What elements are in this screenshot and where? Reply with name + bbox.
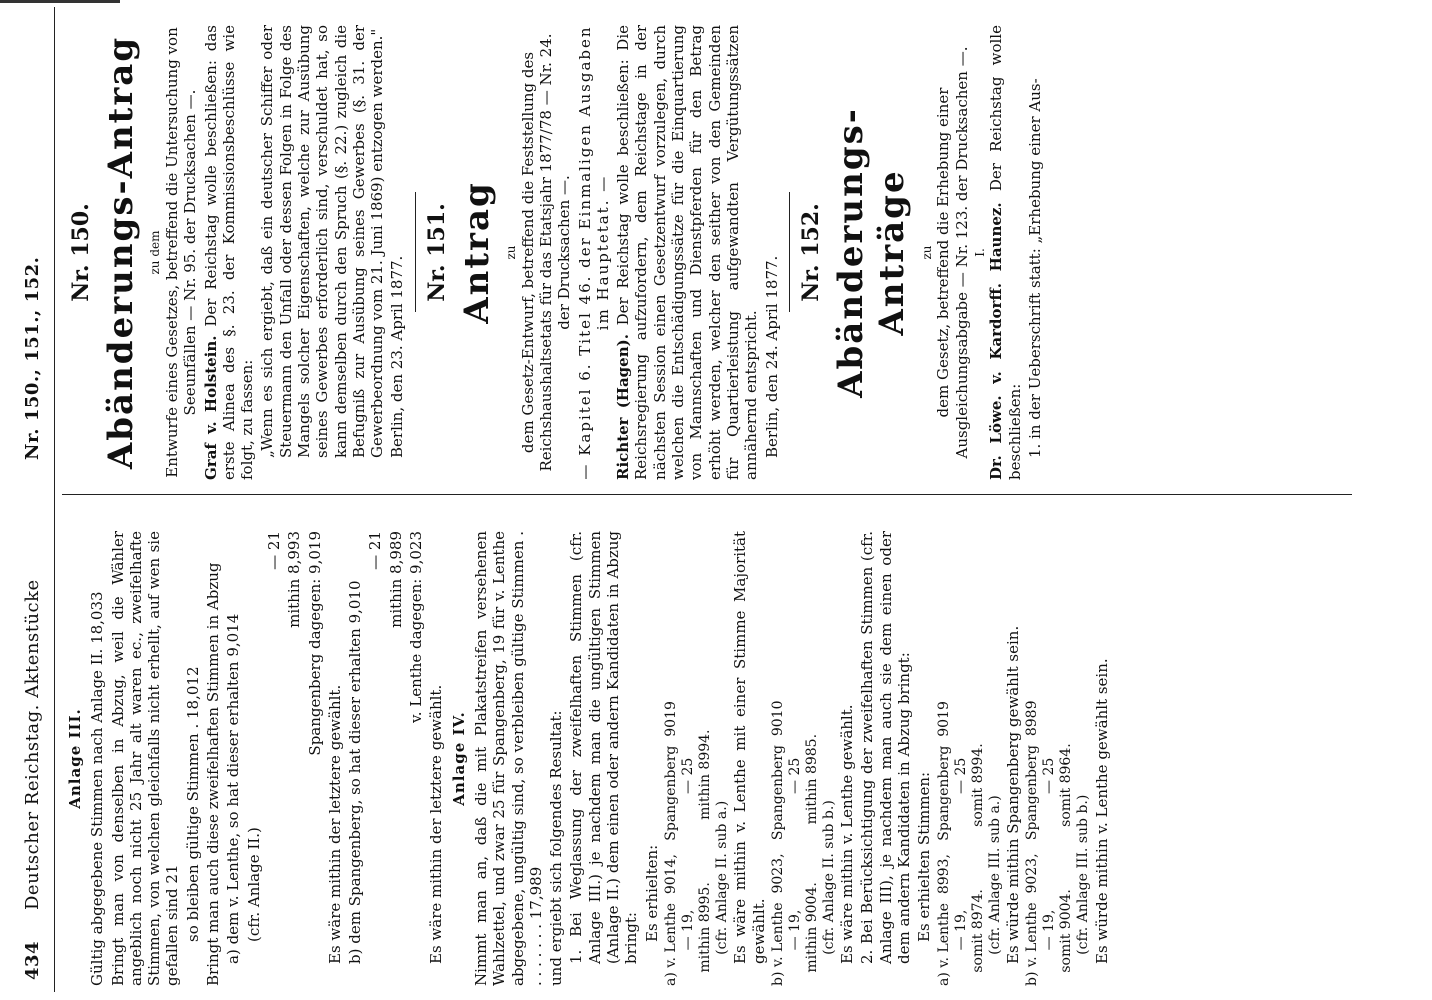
result: v. Lenthe dagegen: 9,023 <box>407 531 426 723</box>
anlage-3-title: Anlage III. <box>66 708 84 809</box>
text-line: Es erhielten Stimmen: <box>915 771 934 942</box>
conclusion: Es wäre mithin v. Lenthe gewählt. <box>838 704 857 964</box>
title-150: Abänderungs-Antrag <box>100 35 141 470</box>
conclusion: Es würde mithin Spangenberg gewählt sein. <box>1003 625 1022 964</box>
text-line: so bleiben gültige Stimmen . 18,012 <box>183 666 202 942</box>
text-line: zu <box>919 245 934 260</box>
subject-151: dem Gesetz-Entwurf, betreffend die Feststellung des Reichshaushaltsetats für das Etatsjahr 1877/78 — Nr. 24. der Drucksachen —. <box>518 33 574 472</box>
paragraph: 2. Bei Berücksichtigung der zweifelhaften Stimmen (cfr. Anlage III), je nachdem man auch sie dem einen oder dem andern Kandidaten in Abzug bringt: <box>858 531 914 964</box>
result: mithin 8,993 <box>285 531 304 628</box>
case-b-heading: b) dem Spangenberg, so hat dieser erhalten 9,010 <box>346 580 365 964</box>
title-152: Abänderungs-Anträge <box>830 107 913 398</box>
kapitel-151: — Kapitel 6. Titel 46. der Einmaligen Ausgaben im Hauptetat. — <box>575 25 612 480</box>
mover-151: Richter (Hagen). <box>614 334 633 480</box>
paragraph: 1. Bei Weglassung der zweifelhaften Stimmen (cfr. Anlage III.) je nachdem man die ungültigen Stimmen (Anlage II.) dem einen oder andern Kandidaten in Abzug bringt: <box>567 531 641 964</box>
subject-152: dem Gesetz, betreffend die Erhebung einer Ausgleichungsabgabe — Nr. 123. der Drucksachen —. <box>934 46 971 459</box>
calculation-block: a) v. Lenthe 9014, Spangenberg 9019 — 19, — 25 mithin 8995. mithin 8994. (cfr. Anlage II. sub a.) <box>662 701 731 986</box>
anlage-4-title: Anlage IV. <box>449 711 468 806</box>
page-number: 434 <box>22 940 43 980</box>
subtraction: — 21 <box>366 531 385 570</box>
digitization-stamp <box>1408 8 1430 568</box>
left-column <box>62 531 1113 986</box>
nr-151-heading: Nr. 151. <box>423 203 450 302</box>
date-151: Berlin, den 24. April 1877. <box>762 255 781 458</box>
calculation-block: b) v. Lenthe 9023, Spangenberg 9010 — 19, — 25 mithin 9004. mithin 8985. (cfr. Anlage II. sub b.) <box>769 700 838 986</box>
paragraph: Nimmt man an, daß die mit Plakatstreifen versehenen Wahlzettel, und zwar 25 für Spangenberg, 19 für v. Lenthe abgegebene, ungültig sind, so verbleiben gültige Stimmen . . . . . . . . 17,989 <box>471 531 545 986</box>
text-line: Bringt man von denselben in Abzug, weil die Wähler angeblich noch nicht 25 Jahr alt waren ec., zweifelhafte Stimmen, von welchen gleichfalls nicht erhellt, auf wen sie gefallen sind 21 <box>108 531 182 986</box>
calculation-block: a) v. Lenthe 8993, Spangenberg 9019 — 19, — 25 somit 8974. somit 8994. (cfr. Anlage III. sub a.) <box>935 701 1003 986</box>
text-line: Es erhielten: <box>642 844 661 942</box>
motion-text: Der Reichstag wolle beschließen: Die Reichsregierung aufzufordern, dem Reichstage in der nächsten Session einen Gesetzentwurf vorzulegen, durch welchen die Entschädigungssätze für die Einquartierung von Mannschaften und Dienstpferden für den Betrag erhöht werden, welcher den seither von den Gemeinden für Quartierleistung aufgewandten Vergütungssätzen annähernd entspricht. <box>614 24 761 480</box>
subtraction: — 21 <box>264 531 283 570</box>
text-line: zu dem <box>148 230 163 275</box>
text-line: zu <box>504 245 519 260</box>
running-title: Deutscher Reichstag. Aktenstücke <box>22 579 43 910</box>
quoted-amendment: „Wenn es sich ergiebt, daß ein deutscher Schiffer oder Steuermann den Unfall oder dessen Folgen in Folge des Mangels solcher Eigenschaften, welche zur Ausübung seines Gewerbes erforderlich sind, verschuldet hat, so kann demselben durch den Spruch (§. 22.) zugleich die Befugniß zur Ausübung seines Gewerbes (§. 31. der Gewerbeordnung vom 21. Juni 1869) entzogen werden." <box>258 25 387 458</box>
mover-150: Graf v. Holstein. <box>201 335 220 480</box>
result: mithin 8,989 <box>386 531 405 628</box>
nr-150-heading: Nr. 150. <box>68 203 94 302</box>
reference: (cfr. Anlage II.) <box>244 827 263 942</box>
date-150: Berlin, den 23. April 1877. <box>388 255 407 458</box>
case-a-heading: a) dem v. Lenthe, so hat dieser erhalten 9,014 <box>224 613 243 964</box>
calculation-block: b) v. Lenthe 9023, Spangenberg 8989 — 19, — 25 somit 9004. somit 8964. (cfr. Anlage III. sub b.) <box>1024 700 1092 986</box>
document-numbers: Nr. 150., 151., 152. <box>22 256 43 460</box>
conclusion: Es wäre mithin der letztere gewählt. <box>427 684 446 964</box>
paragraph: und ergiebt sich folgendes Resultat: <box>547 710 566 986</box>
title-151: Antrag <box>456 181 497 324</box>
roman-numeral: I. <box>972 248 987 257</box>
conclusion: Es würde mithin v. Lenthe gewählt sein. <box>1092 658 1111 964</box>
right-column <box>62 25 1046 480</box>
text-line: Bringt man auch diese zweifelhaften Stimmen in Abzug <box>204 562 223 986</box>
page-header <box>22 30 50 980</box>
motion-text: Der Reichstag wolle beschließen: <box>987 25 1024 480</box>
movers-152: Dr. Löwe. v. Kardorff. Haunez. <box>987 202 1006 480</box>
column-divider <box>62 494 1352 495</box>
header-rule <box>54 7 55 992</box>
amendment-item: 1. in der Ueberschrift statt: „Erhebung einer Aus- <box>1026 78 1045 458</box>
separator <box>789 193 790 313</box>
subject-150: Entwurfe eines Gesetzes, betreffend die Untersuchung von Seeunfällen — Nr. 95. der Drucksachen —. <box>162 27 200 478</box>
motion-text: Der Reichstag wolle beschließen: das erste Alinea des §. 23. der Kommissionsbeschlüsse wie folgt, zu fassen: <box>201 25 257 480</box>
conclusion: Es wäre mithin der letztere gewählt. <box>325 684 344 964</box>
nr-152-heading: Nr. 152. <box>797 203 824 302</box>
text-line: Gültig abgegebene Stimmen nach Anlage II. 18,033 <box>88 591 107 986</box>
result: Spangenberg dagegen: 9,019 <box>305 531 324 756</box>
separator <box>415 193 416 313</box>
conclusion: Es wäre mithin v. Lenthe mit einer Stimme Majorität gewählt. <box>731 531 768 964</box>
